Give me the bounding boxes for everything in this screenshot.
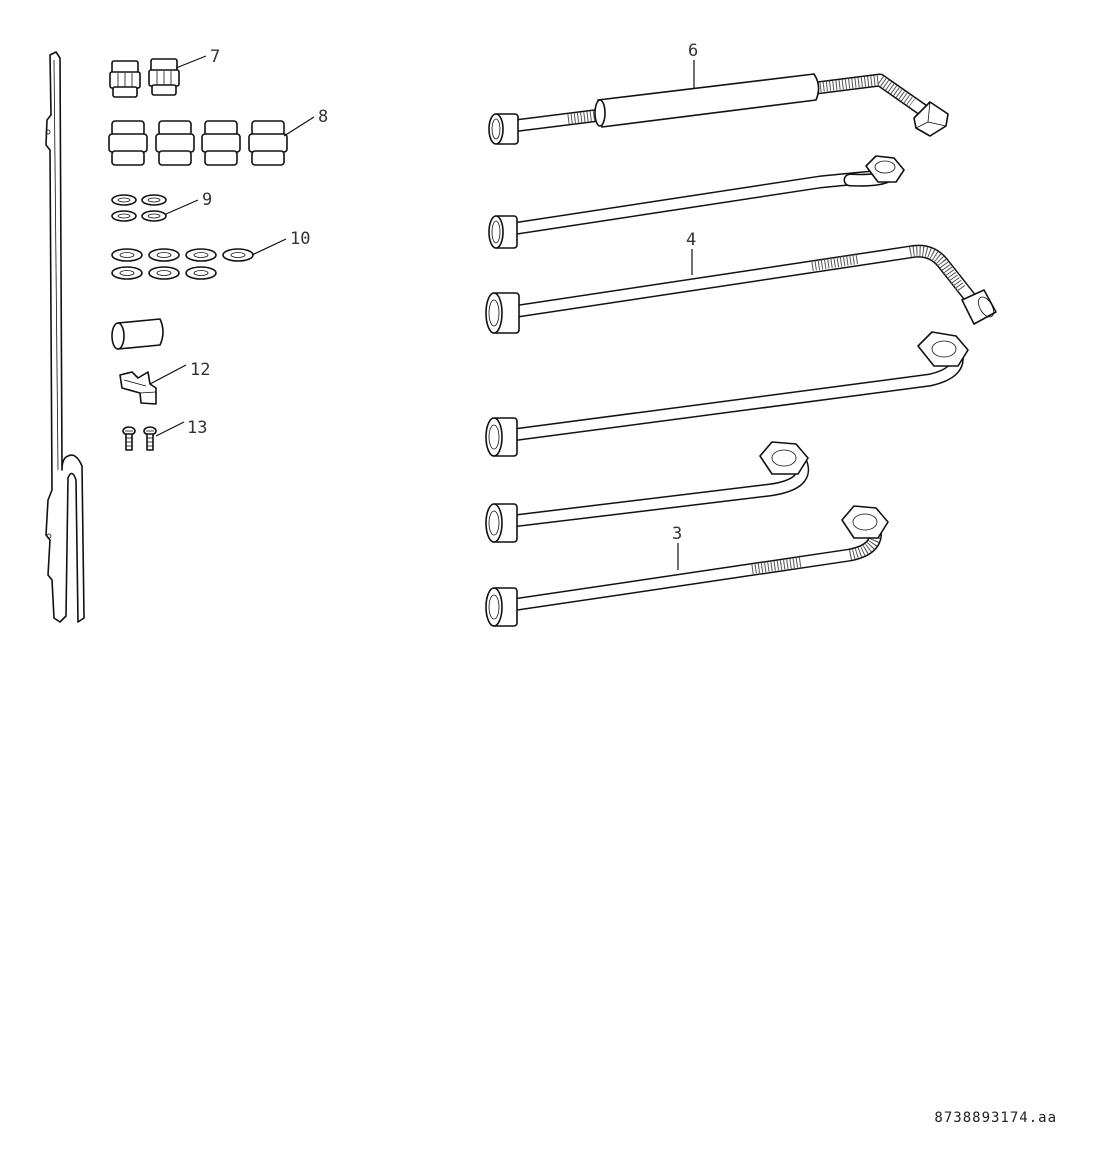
callout-6: 6 <box>688 41 699 61</box>
callout-7: 7 <box>210 47 221 67</box>
nipple-large <box>109 121 147 165</box>
callout-3: 3 <box>672 524 683 544</box>
callout-10: 10 <box>290 229 311 249</box>
pipe-4 <box>486 249 997 333</box>
pipe-3-nut-right <box>842 506 888 538</box>
pipe-3-nut-left <box>486 588 517 626</box>
callout-13: 13 <box>187 418 208 438</box>
nipple-small <box>149 59 179 95</box>
pipe-4-nut-left <box>486 293 519 333</box>
screw <box>144 427 156 450</box>
sleeve <box>112 319 163 349</box>
callout-4: 4 <box>686 230 697 250</box>
pipe-4b-nut-left <box>486 418 517 456</box>
nipple-small-group <box>110 56 206 97</box>
pipe-5-nut-left <box>486 504 517 542</box>
screws <box>123 422 184 450</box>
pipe-5 <box>486 442 808 542</box>
callout-8: 8 <box>318 107 329 127</box>
pipe-4b-nut-right <box>918 332 968 366</box>
pipe-4b <box>486 332 968 456</box>
nipple-large <box>156 121 194 165</box>
mounting-rail <box>46 52 84 622</box>
nipple-large-group <box>109 117 314 165</box>
screw <box>123 427 135 450</box>
pipe-2 <box>489 156 904 248</box>
pipe-5-nut-right <box>760 442 808 474</box>
callout-12: 12 <box>190 360 211 380</box>
nipple-small <box>110 61 140 97</box>
pipe-3 <box>486 506 888 626</box>
gasket-small-group <box>112 195 198 221</box>
clip <box>120 365 186 404</box>
callout-9: 9 <box>202 190 213 210</box>
nipple-large <box>202 121 240 165</box>
pipe-6 <box>489 60 948 144</box>
pipe-2-nut-left <box>489 216 517 248</box>
nipple-large <box>249 121 287 165</box>
document-id: 8738893174.aa <box>934 1110 1057 1126</box>
gasket-large-group <box>112 239 286 279</box>
pipe-6-nut-left <box>489 114 518 144</box>
